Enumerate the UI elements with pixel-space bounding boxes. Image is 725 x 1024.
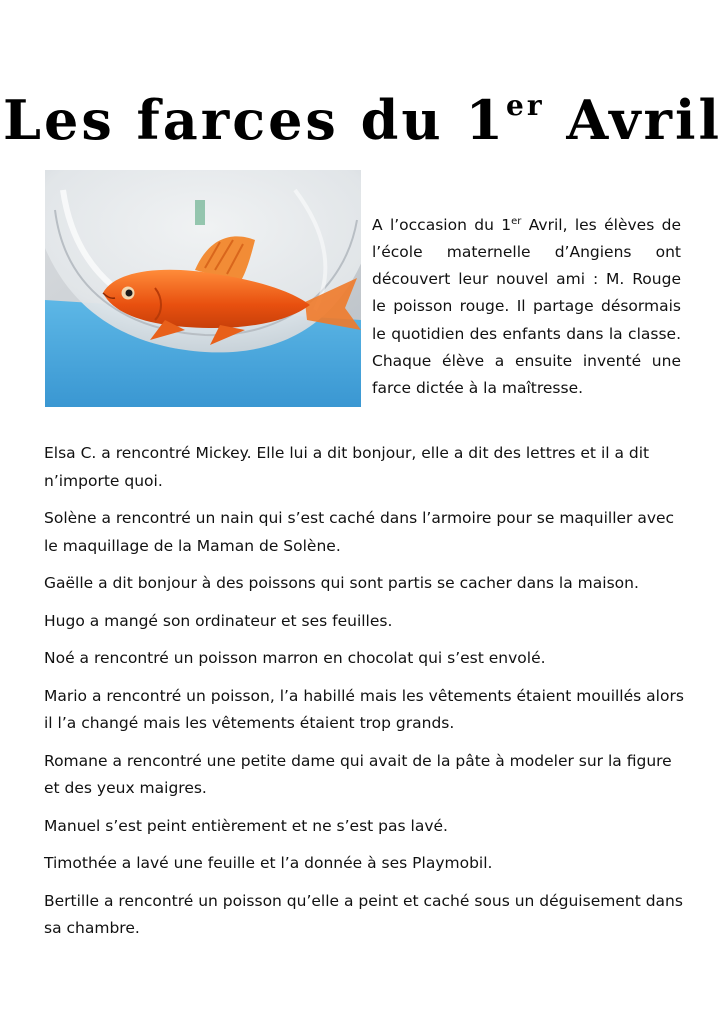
farce-gaelle: Gaëlle a dit bonjour à des poissons qui sont partis se cacher dans la maison. — [44, 574, 639, 592]
intro-paragraph — [372, 212, 681, 403]
intro-part1: A l’occasion du 1 — [372, 215, 512, 234]
intro-part2: Avril, les élèves de l’école maternelle d’Angiens ont découvert leur nouvel ami : M. Rouge le poisson rouge. Il partage désormais le quotidien des enfants dans la classe. Chaque élève a ensuite inventé une farce dictée à la maîtresse. — [372, 215, 681, 398]
title-main: Les farces du 1 — [3, 88, 507, 153]
title-tail: Avril — [544, 88, 722, 153]
farce-timothee: Timothée a lavé une feuille et l’a donnée à ses Playmobil. — [44, 854, 493, 872]
farce-manuel: Manuel s’est peint entièrement et ne s’est pas lavé. — [44, 816, 448, 835]
farce-mario: Mario a rencontré un poisson, l’a habillé mais les vêtements étaient mouillés alors il l’a changé mais les vêtements étaient trop grands. — [44, 686, 684, 732]
goldfish-photo — [45, 170, 361, 407]
farce-noe: Noé a rencontré un poisson marron en chocolat qui s’est envolé. — [44, 649, 546, 667]
page-title — [0, 88, 725, 152]
title-superscript: er — [506, 89, 545, 123]
farce-hugo: Hugo a mangé son ordinateur et ses feuilles. — [44, 611, 393, 630]
intro-superscript: er — [511, 215, 522, 227]
farce-bertille: Bertille a rencontré un poisson qu’elle a peint et caché sous un déguisement dans sa chambre. — [44, 891, 683, 937]
farce-romane: Romane a rencontré une petite dame qui avait de la pâte à modeler sur la figure et des yeux maigres. — [44, 751, 672, 797]
farces-list — [44, 440, 684, 953]
farce-elsa: Elsa C. a rencontré Mickey. Elle lui a dit bonjour, elle a dit des lettres et il a dit n’importe quoi. — [44, 444, 650, 490]
farce-solene: Solène a rencontré un nain qui s’est caché dans l’armoire pour se maquiller avec le maquillage de la Maman de Solène. — [44, 509, 675, 555]
